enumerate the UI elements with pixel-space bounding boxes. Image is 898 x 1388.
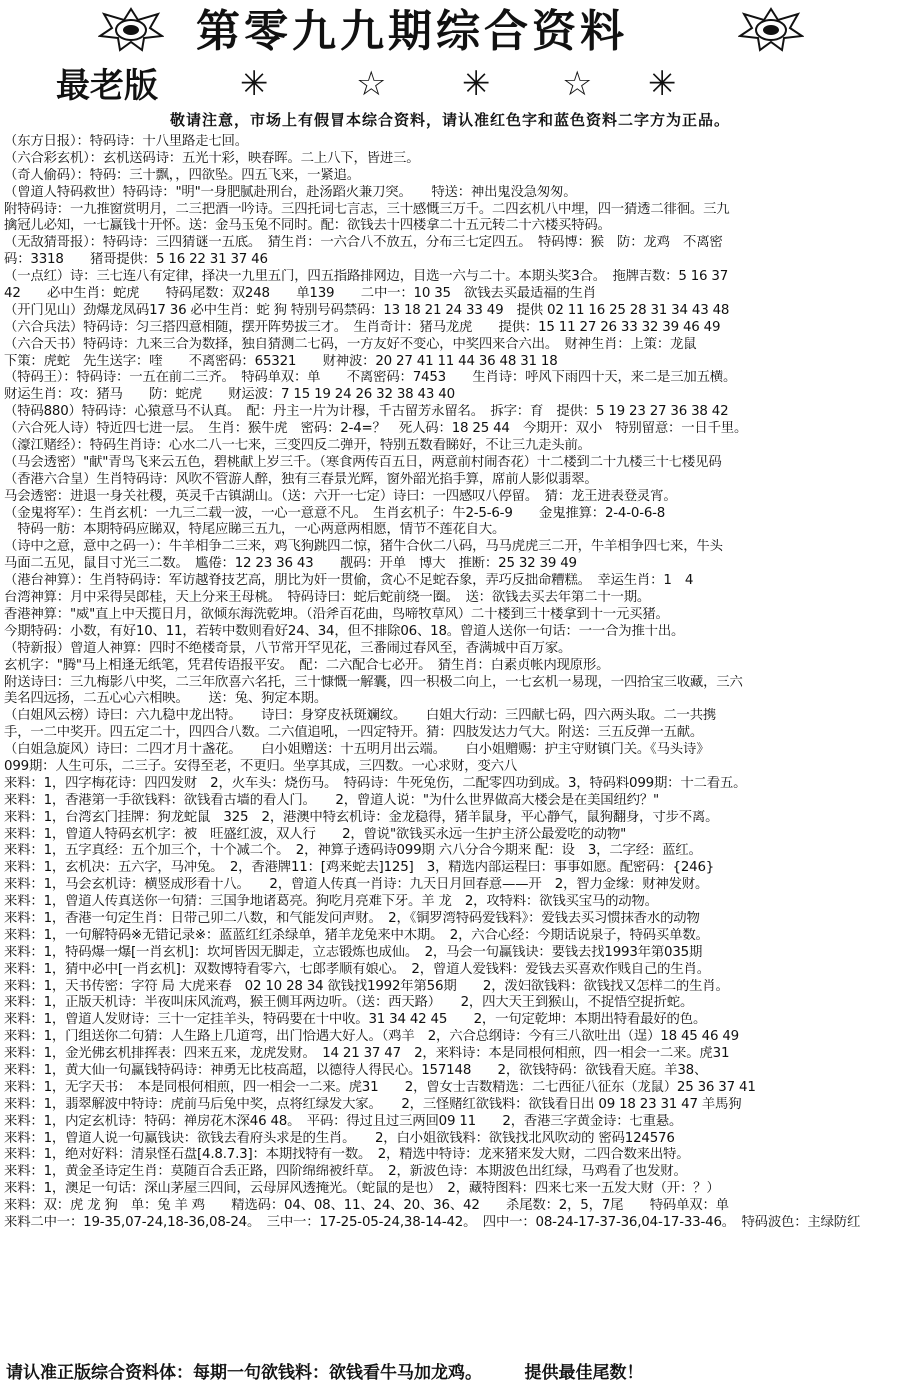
text-line: （白姐急旋风）诗曰：二四才月十盏花。 白小姐赠送：十五明月出云端。 白小姐赠赐：护主守财镇门关。《马头诗》 — [4, 742, 710, 758]
page-title: 第零九九期综合资料 — [196, 6, 628, 57]
text-line: 下策：虎蛇 先生送字：喹 不离密码：65321 财神波：20 27 41 11 44 36 48 31 18 — [4, 353, 558, 369]
text-line: 来料：1，天书传密：字符 局 大虎来春 02 10 28 34 欲钱找1992年第56期 2，泼妇欲钱料：欲钱找又怎样二的生肖。 — [4, 978, 729, 994]
text-line: 来料：1，无字天书： 本是同根何相煎，四一相会一二来。虎31 2，曾女士吉数精选：二七西征八征东（龙鼠）25 36 37 41 — [4, 1079, 756, 1095]
text-line: 美名四远扬，二五心心六相映。 送：兔、狗定本期。 — [4, 691, 328, 707]
text-line: 香港神算："威"直上中天揽日月，欲倾东海洗乾坤。（沿斧百花曲，鸟啼牧草风）二十楼到三十楼拿到十一元买猪。 — [4, 606, 669, 622]
text-line: 来料：双：虎 龙 狗 单：兔 羊 鸡 精选码：04、08、11、24、20、36、42 杀尾数：2，5，7尾 特码单双：单 — [4, 1198, 729, 1214]
text-line: 财运生肖：攻：猪马 防：蛇虎 财运波：7 15 19 24 26 32 38 43 40 — [4, 387, 455, 403]
text-line: （马会透密）"献"青鸟飞来云五色，碧桃献上岁三千。（寒食两传百五日，两意前村闹杏花）十二楼到二十九楼三十七楼见码 — [4, 454, 722, 470]
text-line: （一点红）诗：三七连八有定律，择决一九里五门，四五指路排网边，目选一六与二十。本期头奖3合。 拖牌吉数：5 16 37 — [4, 269, 729, 285]
text-line: （白姐风云榜）诗曰：六九稳中龙出特。 诗曰：身穿皮袄斑斓纹。 白姐大行动：三四献七码，四六两头取。二一共携 — [4, 708, 717, 724]
text-line: 来料：1，曾道人说一句赢钱诀：欲钱去看府头求是的生肖。 2，白小姐欲钱料：欲钱找北风吹动的 密码124576 — [4, 1130, 675, 1146]
text-line: 来料：1，猜中必中[一肖玄机]：双数博特看零六，七郎孝顺有娘心。 2，曾道人爱钱料：爱钱去买喜欢作贱自己的生肖。 — [4, 961, 710, 977]
text-line: （特码880）特码诗：心猿意马不认真。 配：丹主一片为计穆，千古留芳永留名。 拆字：育 提供：5 19 23 27 36 38 42 — [4, 404, 729, 420]
version-row — [0, 62, 898, 112]
text-line: （六合天书）特码诗：九来三合为数择，独自猜测二七码，一方友好不变心，中奖四来合六出。 财神生肖：上策：龙鼠 — [4, 336, 697, 352]
text-line: 马会透密：进退一身关社稷，英灵千古镇湖山。（送：六开一七定）诗曰：一四感叹八停留。 猜：龙王进表登灵宵。 — [4, 488, 677, 504]
version-label: 最老版 — [56, 66, 158, 106]
text-line: 擒冠儿必知，一七赢钱十开怀。送：金马玉兔不同时。配：欲钱去十四楼拿二十五元转二十六楼买特码。 — [4, 218, 611, 234]
text-line: （奇人偷码）：特码：三十飘，，四欲坠。四五飞来，一紧追。 — [4, 167, 360, 183]
text-line: 来料：1，正版天机诗：半夜叫床风流鸡，猴王侧耳两边听。（送：西天路） 2，四大天王到猴山，不捉悟空捉折蛇。 — [4, 995, 694, 1011]
text-line: 来料：1，曾道人特码玄机字：被 旺盛红波，双人行 2，曾说"欲钱买永远一生护主济公最爱吃的动物" — [4, 826, 627, 842]
text-line: （六合死人诗）特近四七进一层。 生肖：猴牛虎 密码：2-4=？ 死人码：18 25 44 今期开：双小 特别留意：一日千里。 — [4, 421, 748, 437]
text-line: （东方日报）：特码诗：十八里路走七回。 — [4, 134, 248, 149]
text-line: 来料：1，翡翠解波中特诗：虎前马后兔中奖，点将红绿发大家。 2，三怪赌红欲钱料：欲钱看日出 09 18 23 31 47 羊馬狗 — [4, 1096, 742, 1112]
asterisk-icon: ✳ — [240, 64, 269, 104]
text-line: （特码王）：特码诗：一五在前二三齐。 特码单双：单 不离密码：7453 生肖诗：呼风下雨四十天，来二是三加五横。 — [4, 370, 737, 386]
text-line: 码：3318 猪哥提供：5 16 22 31 37 46 — [4, 252, 268, 268]
asterisk-icon: ✳ — [462, 64, 491, 104]
text-line: （香港六合皇）生肖特码诗：风吹不管游人醉，独有三春景光辉，窗外韶光掐手算，席前人影似翡翠。 — [4, 471, 598, 487]
text-line: 来料：1，玄机决：五六字，马冲兔。 2，香港牌11：[鸡来蛇去]125] 3，精选内部运程曰：事事如愿。配密码：{246} — [4, 860, 715, 876]
text-line: （港台神算）：生肖特码诗：军访越脊技艺高，朋比为奸一贯偷，贪心不足蛇吞象，弄巧反拙命糟糕。 幸运生肖：1 4 — [4, 573, 694, 589]
text-line: （六合兵法）特码诗：匀三搭四意相随，摆开阵势拔三才。 生肖奇计：猪马龙虎 提供：15 11 27 26 33 32 39 46 49 — [4, 319, 721, 335]
text-line: 手，一二中奖开。四五定二十，四四合八数。二六值追吼，一四定特开。猜：四肢发达力气大。附送：三五反弹一五献。 — [4, 725, 704, 741]
text-line: 099期：人生可乐，二三子。安得至老，不更归。坐享其成，三四数。一心求财，变六八 — [4, 758, 518, 774]
text-line: 来料：1，曾道人传真送你一句猜：三国争地诸葛亮。狗吃月亮难下牙。羊 龙 2，攻特料：欲钱买宝马的动物。 — [4, 894, 658, 910]
text-line: （金鬼将军）：生肖玄机：一九三二载一波，一心一意意不凡。 生肖玄机子：牛2-5-6-9 金鬼推算：2-4-0-6-8 — [4, 505, 666, 521]
text-line: 来料：1，特码爆一爆[一肖玄机]：坎坷皆因无脚走，立志锻炼也成仙。 2，马会一句赢钱诀：要钱去找1993年第035期 — [4, 944, 703, 960]
asterisk-icon: ✳ — [648, 64, 677, 104]
star-icon: ☆ — [562, 64, 593, 104]
text-line: 来料：1，台湾玄门挂牌：狗龙蛇鼠 325 2，港澳中特玄机诗：金龙稳得，猪羊鼠身，平心静气，鼠狗翻身，寸步不离。 — [4, 809, 719, 825]
footer-banner: 请认准正版综合资料体：每期一句欲钱料：欲钱看牛马加龙鸡。 提供最佳尾数！ — [6, 1363, 644, 1383]
text-line: 附送诗曰：三九梅影八中奖，二三年欣喜六名托，三十慷慨一解囊，四一积极二向上，一七玄机一易现，一四拾宝三收藏，三六 — [4, 674, 743, 690]
text-line: 来料：1，黄金圣诗定生肖：莫随百合丢正路，四阶绵绵被纤草。 2，新波色诗：本期波色出红绿，马鸡看了也发财。 — [4, 1164, 687, 1180]
logo-emblem-left — [98, 6, 164, 52]
text-line: （濠江赌经）：特码生肖诗：心水二八一七来，三变四反二弹开，特别五数看睇好，不让三九走头前。 — [4, 438, 591, 454]
text-line: 来料：1，马会玄机诗：横竖成形看十八。 2，曾道人传真一肖诗：九天日月回春意——开 2，智力金缘：财神发财。 — [4, 877, 709, 893]
text-line: （开门见山）劲爆龙凤码17 36 必中生肖：蛇 狗 特别号码禁码：13 18 21 24 33 49 提供 02 11 16 25 28 31 34 43 48 — [4, 302, 730, 318]
text-line: 来料：1，四字梅花诗：四四发财 2，火车头：烧伤马。 特码诗：牛死兔伤，二配零四功到成。3，特码料099期：十二看五。 — [4, 775, 747, 791]
text-line: 附特码诗：一九推窗赏明月，二三把酒一吟诗。三四托词七言志，三十感慨三万千。二四玄机八中埋，四一猜透二徘徊。三九 — [4, 201, 730, 217]
authenticity-notice: 敬请注意，市场上有假冒本综合资料，请认准红色字和蓝色资料二字方为正品。 — [169, 111, 730, 129]
text-line: 来料二中一：19-35,07-24,18-36,08-24。 三中一：17-25-05-24,38-14-42。 四中一：08-24-17-37-36,04-17-33-46。 特码波色：主绿防红 — [4, 1215, 861, 1230]
text-line: 来料：1，澳足一句话：深山茅屋三四间，云母屏风透掩光。（蛇鼠的是也） 2，藏特图料：四来七来一五发大财（开：？） — [4, 1181, 720, 1197]
text-line: （曾道人特码救世）特码诗："明"一身肥腻赴刑台，赴汤蹈火兼刀突。 特送：神出鬼没急匆匆。 — [4, 184, 577, 200]
star-icon: ☆ — [356, 64, 387, 104]
header — [0, 0, 898, 62]
text-line: 来料：1，香港一句定生肖：日带己卯二八数，和气能发问声财。 2，《铜罗湾特码爱钱料》：爱钱去买习惯抹香水的动物 — [4, 910, 700, 926]
text-line: 台湾神算：月中采得吴郎桂，天上分来王母桃。 特码诗曰：蛇后蛇前绕一圈。 送：欲钱去买去年第二十一期。 — [4, 590, 651, 606]
text-line: 玄机字："腾"马上相逢无纸笔，凭君传语报平安。 配：二六配合七必开。 猜生肖：白素贞帐内现原形。 — [4, 657, 610, 673]
text-line: 来料：1，门组送你二句猜：人生路上几道弯，出门恰遇大好人。（鸡羊 2，六合总纲诗：今有三八欲吐出（逞）18 45 46 49 — [4, 1029, 740, 1045]
text-line: 42 必中生肖：蛇虎 特码尾数：双248 单139 二中一：10 35 欲钱去买最适福的生肖 — [4, 286, 596, 302]
text-line: 来料：1，黄大仙一句赢钱特码诗：神勇无比枝高超，以德待人得民心。157148 2，欲钱特码：欲钱看天庭。羊38、 — [4, 1062, 708, 1078]
text-line: （特新报）曾道人神算：四时不绝楼奇景，八节常开罕见花，三番闹过春风至，香满城中百万家。 — [4, 640, 572, 656]
text-line: 来料：1，内定玄机诗：特码：禅房花木深46 48。 平码：得过且过三两回09 11 2，香港三字黄金诗：七重悬。 — [4, 1113, 683, 1129]
text-line: 来料：1，绝对好料：清泉怪石盘[4.8.7.3]：本期找特有一数。 2，精选中特诗：龙来猪来发大财，二四合数来出特。 — [4, 1147, 690, 1163]
text-line: （无敌猜哥报）：特码诗：三四猜谜一五底。 猜生肖：一六合八不放五，分布三七定四五。 特码博：猴 防：龙鸡 不离密 — [4, 235, 723, 251]
text-line: 马面二五见，鼠目寸光三二数。 尴倦：12 23 36 43 靓码：开单 博大 推断：25 32 39 49 — [4, 556, 577, 572]
content-body — [4, 134, 894, 1358]
text-line: 来料：1，一句解特码※无错记录※：蓝蓝红红杀绿单，猪羊龙兔来中木期。 2，六合心经：今期话说泉子，特码买单数。 — [4, 927, 709, 943]
text-line: 来料：1，曾道人发财诗：三十一定挂羊头，特码要在十中收。31 34 42 45 2，一句定乾坤：本期出特看最好的色。 — [4, 1012, 707, 1028]
text-line: （六合彩玄机）：玄机送码诗：五光十彩，映春晖。二上八下，皆进三。 — [4, 150, 420, 166]
text-line: 来料：1，五字真经：五个加三个，十个减二个。 2，神算子透码诗099期 六八分合今期来 配：设 3，二字经：蓝红。 — [4, 843, 702, 859]
logo-emblem-right — [738, 6, 804, 52]
text-line: （诗中之意，意中之码一）：牛羊相争二三来，鸡飞狗跳四二惊，猪牛合伙二八码，马马虎虎三二开，牛羊相争四七来，牛头 — [4, 539, 723, 555]
text-line: 来料：1，香港第一手欲钱料：欲钱看古墙的看人门。 2，曾道人说："为什么世界做高大楼会是在美国纽约？" — [4, 792, 660, 808]
text-line: 特码一舫：本期特码应睇双，特尾应睇三五九，一心两意两相愿，情节不莲花自大。 — [4, 522, 506, 538]
text-line: 今期特码：小数，有好10、11，若转中数则看好24、34，但不排除06、18。曾道人送你一句话：一一合为推十出。 — [4, 623, 685, 639]
text-line: 来料：1，金光佛玄机排挥表：四来五来，龙虎发财。 14 21 37 47 2，来料诗：本是同根何相煎，四一相会一二来。虎31 — [4, 1046, 730, 1062]
